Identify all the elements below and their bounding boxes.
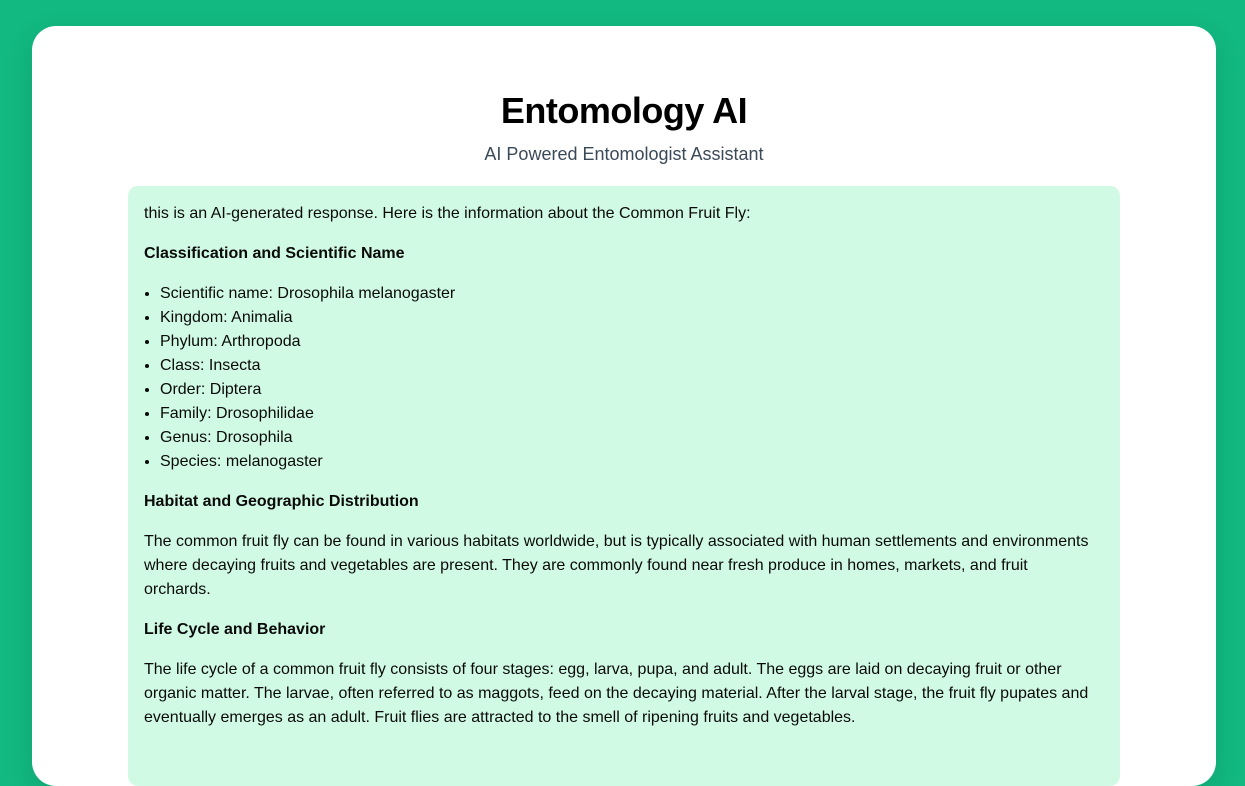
lifecycle-text: The life cycle of a common fruit fly consists of four stages: egg, larva, pupa, and adult. The eggs are laid on decaying fruit or other organic matter. The larvae, often referred to as maggots, feed on the decaying material. After the larval stage, the fruit fly pupates and eventually emerges as an adult. Fruit flies are attracted to the smell of ripening fruits and vegetables. bbox=[144, 661, 1089, 726]
response-intro: this is an AI-generated response. Here is the information about the Common Fruit Fly: bbox=[144, 205, 751, 222]
habitat-heading: Habitat and Geographic Distribution bbox=[144, 493, 419, 510]
list-item: • Species: melanogaster bbox=[160, 450, 455, 474]
list-item: • Family: Drosophilidae bbox=[160, 402, 455, 426]
list-item: • Class: Insecta bbox=[160, 354, 455, 378]
page-title: Entomology AI bbox=[500, 90, 748, 131]
page-subtitle: AI Powered Entomologist Assistant bbox=[484, 144, 764, 164]
list-item: • Kingdom: Animalia bbox=[160, 306, 455, 330]
classification-list bbox=[144, 282, 455, 474]
list-item: • Phylum: Arthropoda bbox=[160, 330, 455, 354]
list-item: • Order: Diptera bbox=[160, 378, 455, 402]
ai-response-panel bbox=[128, 186, 1120, 786]
classification-heading: Classification and Scientific Name bbox=[144, 245, 405, 262]
lifecycle-heading: Life Cycle and Behavior bbox=[144, 621, 326, 638]
list-item: • Scientific name: Drosophila melanogaster bbox=[160, 282, 455, 306]
habitat-text: The common fruit fly can be found in various habitats worldwide, but is typically associated with human settlements and environments where decaying fruits and vegetables are present. They are commonly found near fresh produce in homes, markets, and fruit orchards. bbox=[144, 533, 1089, 598]
main-card bbox=[32, 26, 1216, 786]
list-item: • Genus: Drosophila bbox=[160, 426, 455, 450]
